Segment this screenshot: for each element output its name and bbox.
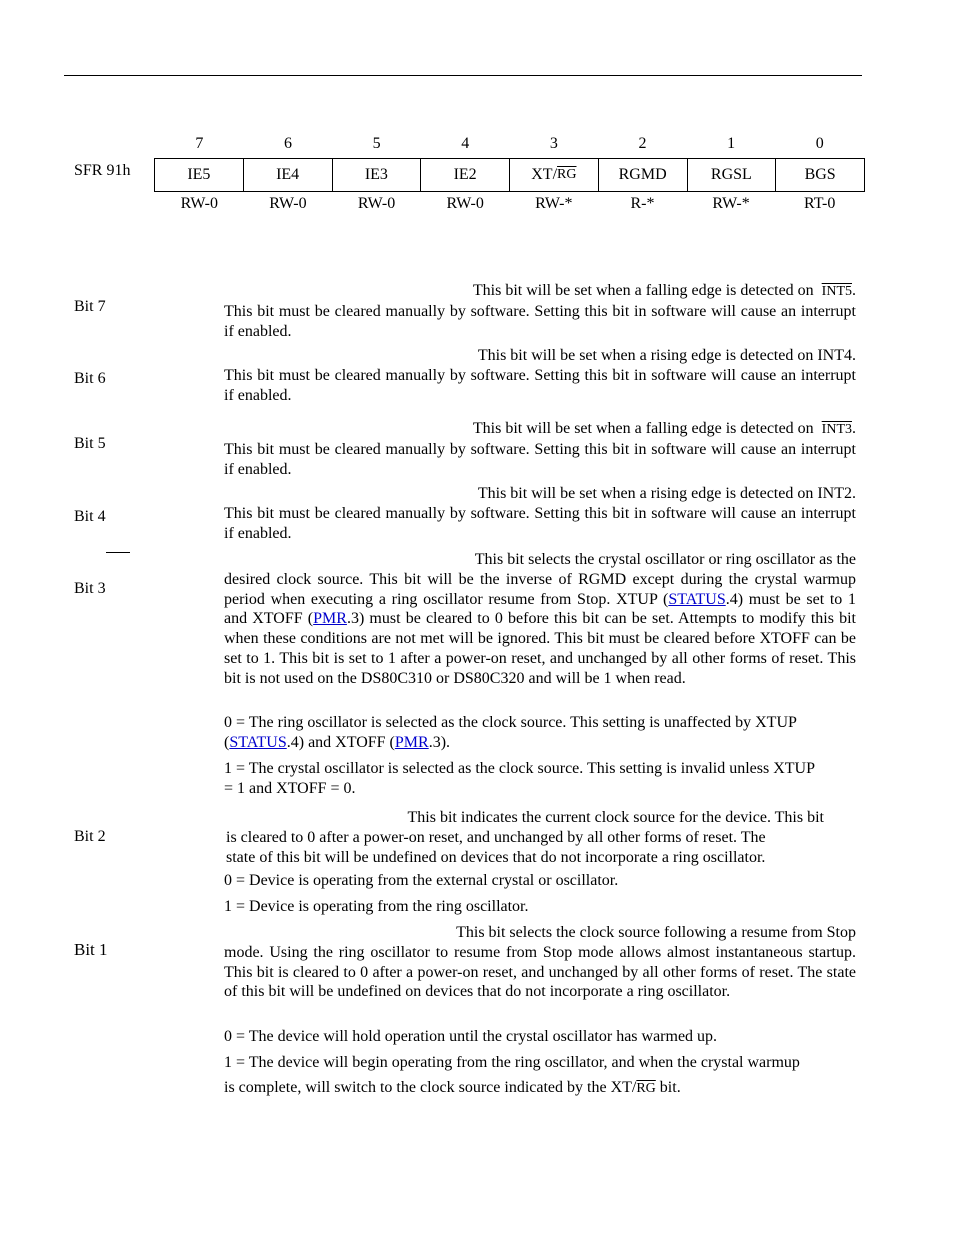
- bit-label-7: Bit 7: [74, 298, 106, 315]
- signal-int3: INT3: [821, 422, 852, 437]
- register-cell-ie4: IE4: [244, 159, 333, 191]
- desc-text: desired clock source. This bit will be the inverse of RGMD except during the crystal warmup period when executing a ring oscillator resume from Stop. XTUP (: [224, 570, 856, 608]
- register-cell-bgs: BGS: [804, 166, 836, 183]
- desc-text: .: [852, 420, 856, 437]
- desc-text: This bit will be set when a falling edge is detected on: [472, 420, 814, 437]
- bit-6-description: [224, 346, 856, 405]
- pmr-register-link[interactable]: PMR: [394, 734, 429, 752]
- bit-number: 0: [815, 135, 824, 152]
- access-type: RW-0: [180, 195, 218, 212]
- signal-int5: INT5: [821, 284, 852, 299]
- desc-body: mode. Using the ring oscillator to resume from Stop mode allows almost instantaneous startup. This bit is cleared to 0 after a power-on reset, and unchanged by all other forms of reset. The state of this bit will be undefined on devices that do not incorporate a ring oscillator.: [224, 943, 856, 1001]
- bit-1-description: [224, 923, 856, 1002]
- register-cell-ie3: IE3: [333, 159, 422, 191]
- bit-label-5: Bit 5: [74, 435, 106, 452]
- signal-rg: $\overline{RG}$: [636, 1081, 656, 1096]
- bit-label-3: Bit 3: [74, 580, 106, 597]
- bit-label-6: Bit 6: [74, 370, 106, 387]
- desc-body: This bit must be cleared manually by software. Setting this bit in software will cause an interrupt if enabled.: [224, 366, 856, 404]
- desc-body: This bit must be cleared manually by software. Setting this bit in software will cause an interrupt if enabled.: [224, 440, 856, 478]
- desc-text: .4) and XTOFF (: [286, 734, 395, 752]
- bit-7-description: [224, 281, 856, 341]
- bit-number: 1: [727, 135, 736, 152]
- pmr-register-link[interactable]: PMR: [313, 610, 347, 628]
- bit-1-option-1-line-2: [224, 1078, 856, 1099]
- access-type: RW-0: [269, 195, 307, 212]
- desc-body: [224, 570, 856, 689]
- bit-3-option-0: [224, 713, 856, 754]
- bit-2-second-line: is cleared to 0 after a power-on reset, and unchanged by all other forms of reset. The: [226, 829, 766, 846]
- desc-text: is complete, will switch to the clock source indicated by the XT/: [224, 1079, 637, 1096]
- desc-first-line: This bit selects the clock source following a resume from Stop: [456, 924, 856, 941]
- bit-3-option-1: 1 = The crystal oscillator is selected as the clock source. This setting is invalid unless XTUP = 1 and XTOFF = 0.: [224, 760, 815, 798]
- register-table: [154, 158, 865, 192]
- desc-body: This bit must be cleared manually by software. Setting this bit in software will cause an interrupt if enabled.: [224, 504, 856, 542]
- register-cell-ie5: IE5: [155, 159, 244, 191]
- status-register-link[interactable]: STATUS: [229, 734, 287, 752]
- desc-text: 0 = The ring oscillator is selected as the clock source. This setting is unaffected by XTUP (: [224, 714, 797, 752]
- bit-label-2: Bit 2: [74, 828, 106, 845]
- desc-first-line: [224, 281, 856, 302]
- bit-number-row: [155, 135, 864, 153]
- bit-number: 4: [461, 135, 470, 152]
- desc-first-line: This bit will be set when a rising edge is detected on INT2.: [477, 485, 856, 502]
- header-rule: [64, 75, 862, 76]
- bit-3-description: [224, 550, 856, 689]
- bit-2-third-line: state of this bit will be undefined on devices that do not incorporate a ring oscillator.: [226, 849, 766, 866]
- bit-number: 2: [638, 135, 647, 152]
- desc-text: .: [852, 282, 856, 299]
- desc-first-line: This bit will be set when a rising edge is detected on INT4.: [477, 347, 856, 364]
- desc-body: This bit must be cleared manually by software. Setting this bit in software will cause an interrupt if enabled.: [224, 302, 856, 340]
- desc-text: bit.: [655, 1079, 681, 1096]
- bit-4-description: [224, 484, 856, 543]
- access-type: RW-0: [357, 195, 396, 212]
- cell-overline-text: $\overline{RG}$: [557, 167, 577, 182]
- desc-text: .4) must be set to 1 and XTOFF (: [224, 590, 857, 628]
- bit-2-option-1: 1 = Device is operating from the ring oscillator.: [224, 898, 529, 915]
- bit-1-option-1-line-1: 1 = The device will begin operating from the ring oscillator, and when the crystal warmup: [224, 1054, 800, 1071]
- overline-mark: [106, 552, 130, 553]
- register-cell-xt-rg: [510, 159, 599, 191]
- bit-2-option-0: 0 = Device is operating from the external crystal or oscillator.: [224, 872, 619, 889]
- access-type: RT-0: [804, 195, 836, 212]
- bit-number: 7: [195, 135, 204, 152]
- access-type: RW-*: [535, 195, 573, 212]
- desc-text: .3).: [428, 734, 451, 752]
- bit-label-4: Bit 4: [74, 508, 106, 525]
- bit-2-first-line: This bit indicates the current clock source for the device. This bit: [407, 809, 824, 826]
- desc-text: .3) must be cleared to 0 before this bit can be set. Attempts to modify this bit when these conditions are not met will be ignored. This bit must be cleared before XTOFF can be set to 1. This bit is set to 1 after a power-on reset, and unchanged by all other forms of reset. This bit is not used on the DS80C310 or DS80C320 and will be 1 when read.: [224, 610, 856, 687]
- bit-number: 5: [372, 135, 381, 152]
- access-type: RW-0: [446, 195, 484, 212]
- cell-text: XT/: [531, 166, 558, 183]
- bit-1-option-0: 0 = The device will hold operation until the crystal oscillator has warmed up.: [224, 1028, 718, 1045]
- desc-text: This bit will be set when a falling edge is detected on: [472, 282, 814, 299]
- register-address: SFR 91h: [74, 162, 131, 179]
- register-cell-rgsl: RGSL: [688, 159, 777, 191]
- bit-label-1: Bit 1: [74, 940, 108, 959]
- access-row: [155, 195, 864, 213]
- register-cell-ie2: IE2: [421, 159, 510, 191]
- access-type: RW-*: [712, 195, 750, 212]
- register-cell-rgmd: RGMD: [599, 159, 688, 191]
- access-type: R-*: [630, 195, 655, 212]
- desc-first-line: This bit selects the crystal oscillator or ring oscillator as the: [474, 551, 856, 568]
- status-register-link[interactable]: STATUS: [668, 590, 726, 608]
- bit-number: 3: [549, 135, 558, 152]
- bit-number: 6: [283, 135, 292, 152]
- desc-first-line: [224, 419, 856, 440]
- bit-5-description: [224, 419, 856, 479]
